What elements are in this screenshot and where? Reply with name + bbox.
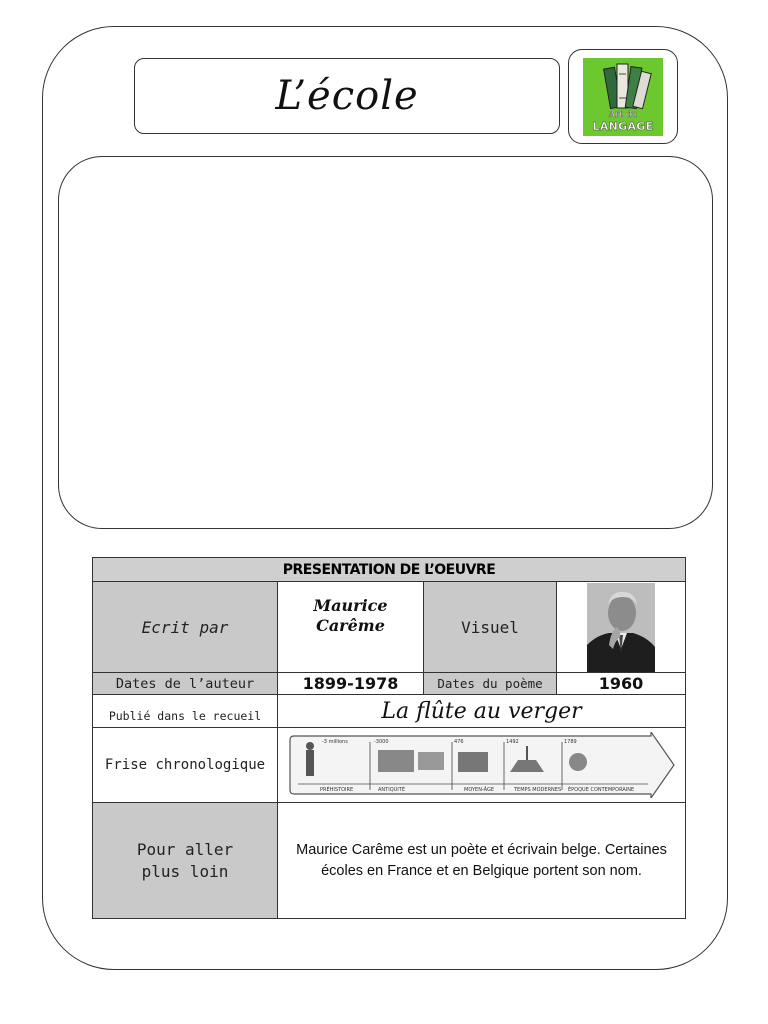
timeline-label: Frise chronologique bbox=[93, 728, 278, 803]
author-dates-value: 1899-1978 bbox=[278, 673, 424, 695]
castle-drawing bbox=[458, 752, 488, 772]
antiquity-drawing bbox=[378, 750, 414, 772]
books-icon bbox=[583, 58, 663, 114]
poem-date-value: 1960 bbox=[557, 673, 686, 695]
timeline-cell bbox=[278, 728, 686, 803]
timeline-period-3: MOYEN-ÂGE bbox=[463, 787, 494, 793]
collection-value: La flûte au verger bbox=[278, 695, 686, 728]
logo-line-1: Art du bbox=[608, 110, 638, 120]
logo-line-2: LANGAGE bbox=[592, 120, 654, 133]
timeline-mark-2: -3000 bbox=[373, 739, 389, 745]
timeline-frieze bbox=[286, 732, 678, 798]
timeline-mark-1: -3 millions bbox=[321, 739, 348, 745]
caveman-head bbox=[306, 742, 314, 750]
title-box bbox=[134, 58, 560, 134]
author-name-line-2: Carême bbox=[316, 616, 385, 635]
further-label-cell bbox=[93, 803, 278, 919]
page-title: L’école bbox=[275, 73, 419, 119]
collection-label: Publié dans le recueil bbox=[93, 695, 278, 728]
visual-label: Visuel bbox=[424, 582, 557, 673]
poem-date-label: Dates du poème bbox=[424, 673, 557, 695]
presentation-table bbox=[92, 557, 686, 919]
author-portrait bbox=[587, 583, 655, 672]
illustration-area bbox=[58, 156, 713, 529]
timeline-mark-3: 476 bbox=[453, 739, 464, 745]
timeline-mark-4: 1492 bbox=[505, 739, 519, 745]
timeline-period-5: ÉPOQUE CONTEMPORAINE bbox=[567, 787, 634, 793]
antiquity-drawing-2 bbox=[418, 752, 444, 770]
caveman-figure bbox=[306, 750, 314, 776]
art-du-langage-logo bbox=[583, 58, 663, 136]
timeline-period-1: PRÉHISTOIRE bbox=[319, 787, 353, 793]
further-label-line-1: Pour aller bbox=[136, 839, 234, 859]
author-photo-cell bbox=[557, 582, 686, 673]
timeline-period-4: TEMPS MODERNES bbox=[513, 787, 561, 793]
author-name-cell bbox=[278, 582, 424, 673]
logo-frame bbox=[568, 49, 678, 144]
author-name-line-1: Maurice bbox=[313, 596, 388, 615]
further-text: Maurice Carême est un poète et écrivain belge. Certaines écoles en France et en Belgique portent son nom. bbox=[278, 803, 686, 919]
timeline-mark-5: 1789 bbox=[563, 739, 577, 745]
presentation-heading: PRESENTATION DE L’OEUVRE bbox=[93, 558, 686, 582]
ship-mast bbox=[526, 746, 528, 760]
author-dates-label: Dates de l’auteur bbox=[93, 673, 278, 695]
further-label-line-2: plus loin bbox=[141, 861, 229, 881]
revolution-drawing bbox=[569, 753, 587, 771]
author-label: Ecrit par bbox=[93, 582, 278, 673]
timeline-period-2: ANTIQUITÉ bbox=[377, 787, 405, 793]
